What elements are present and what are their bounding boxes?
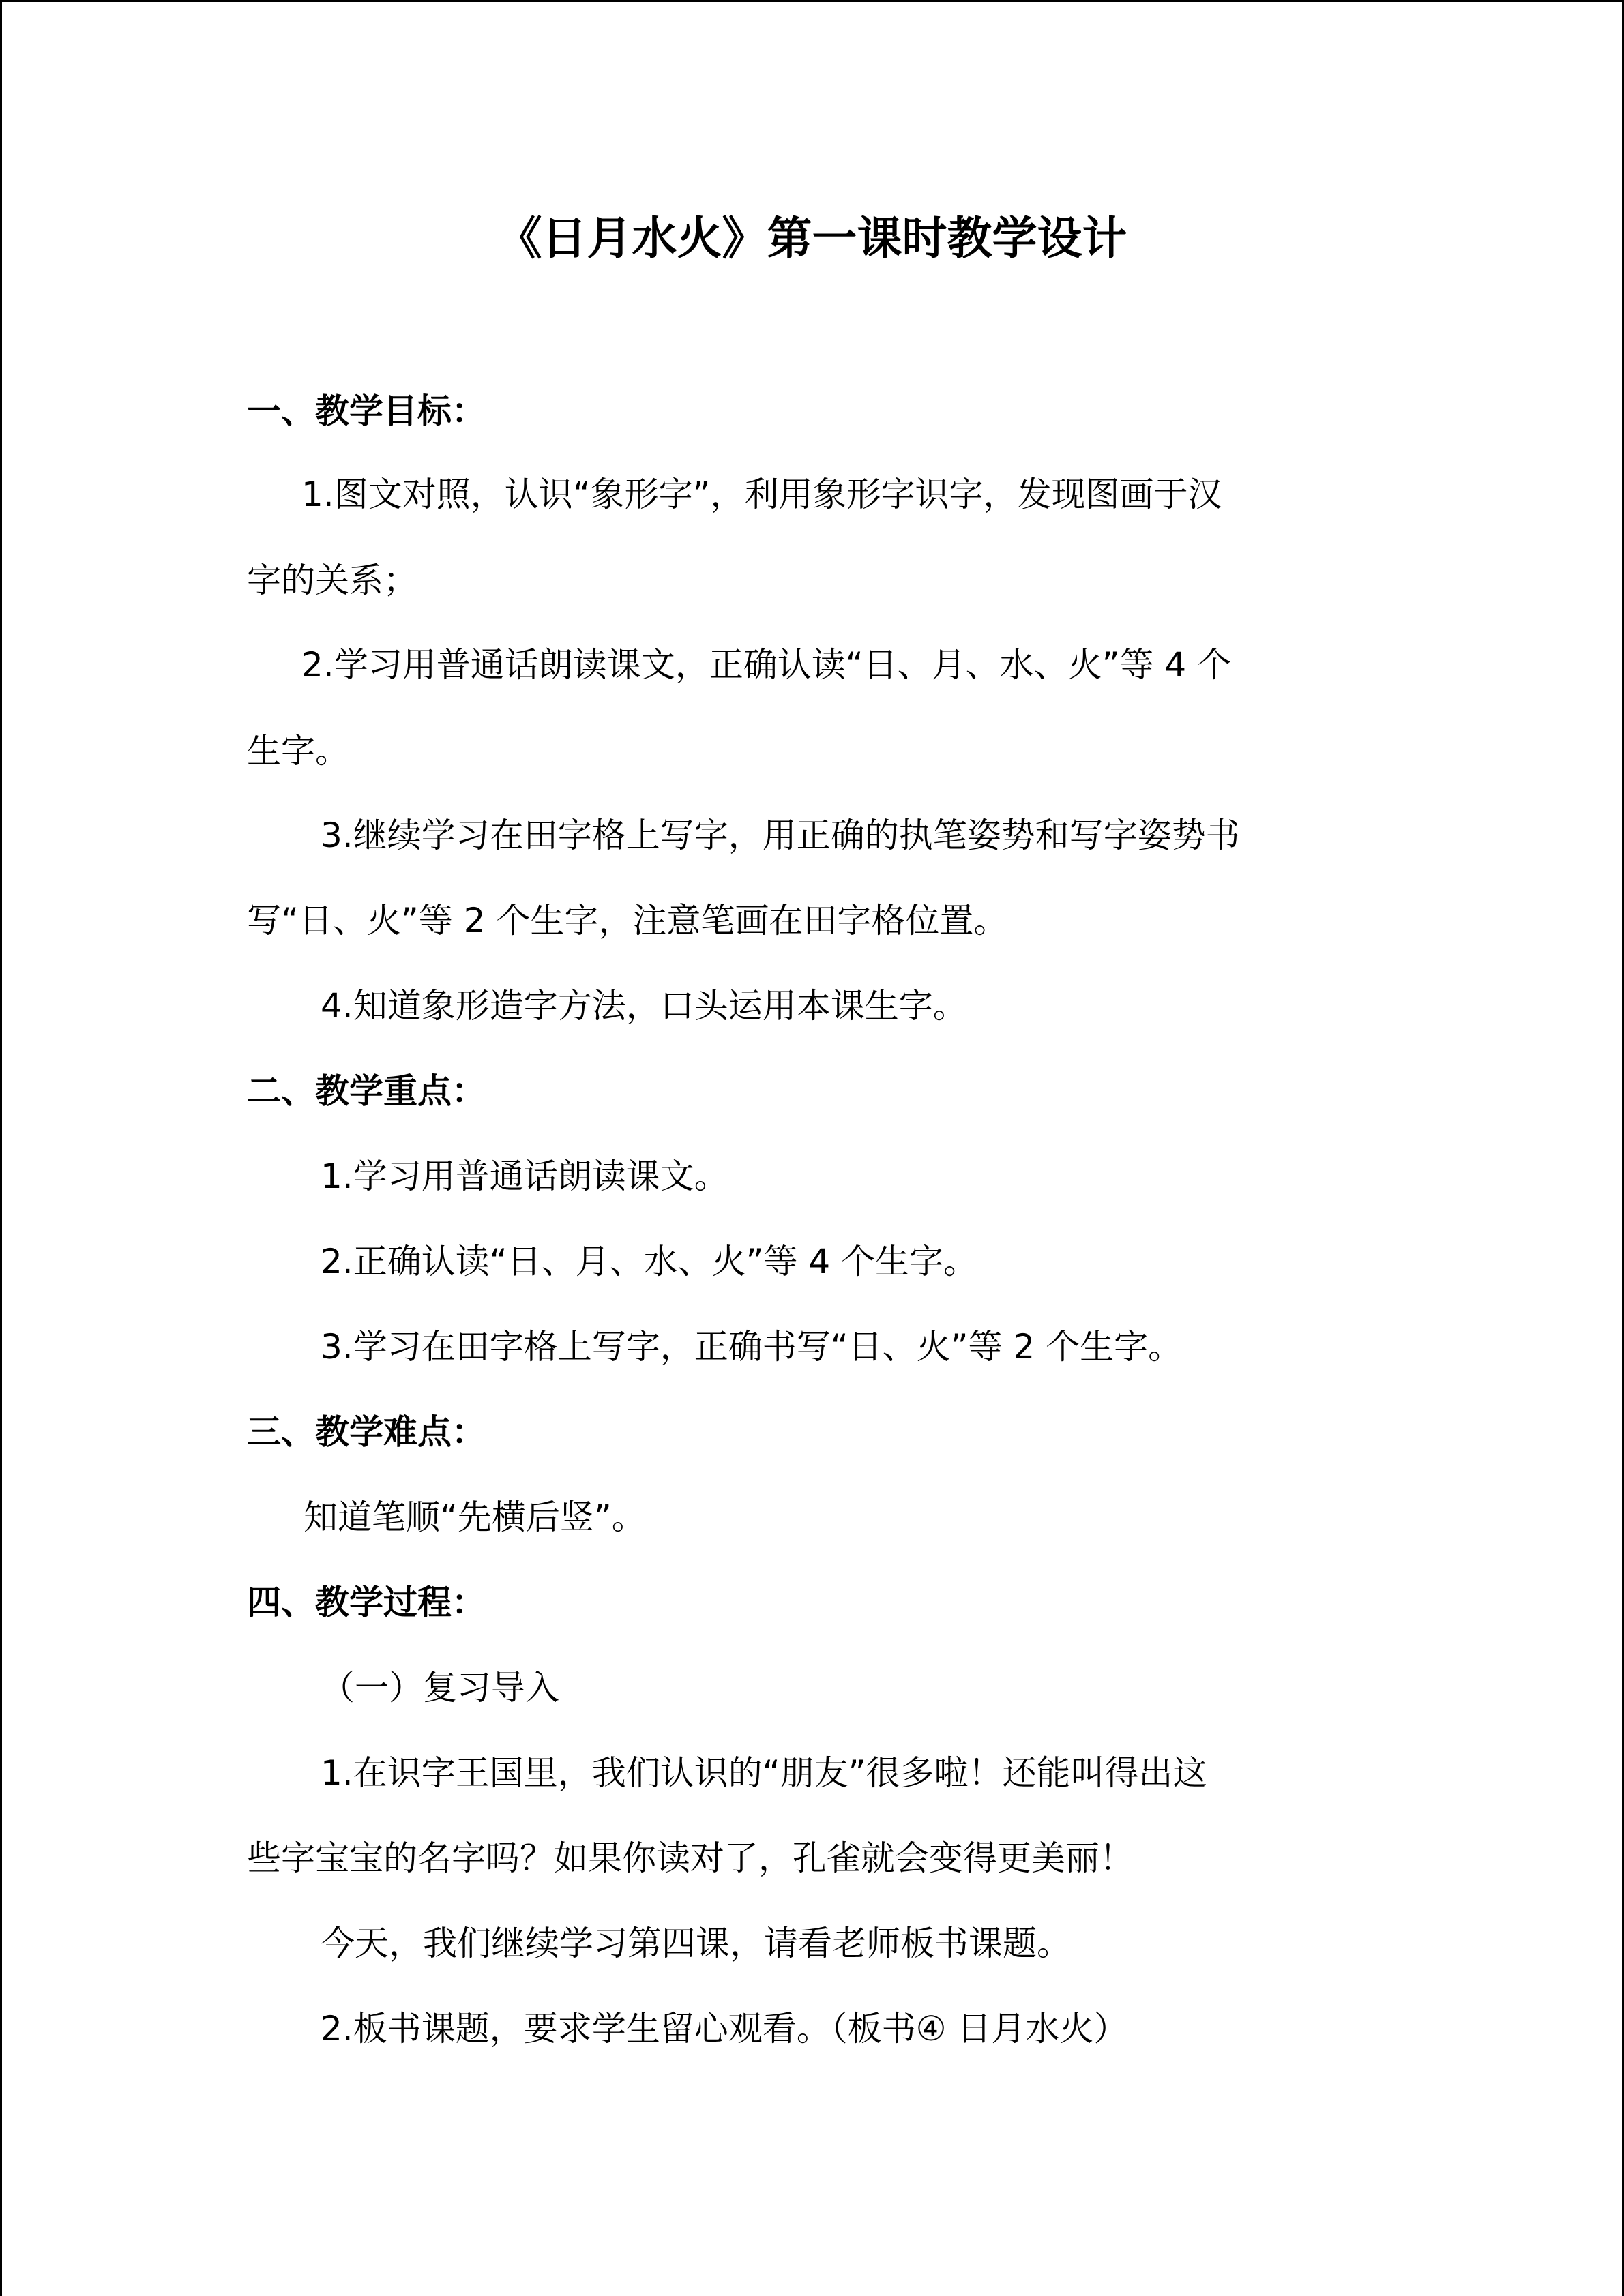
page-border-top: [0, 0, 1624, 2]
paragraph-line: 知道笔顺“先横后竖”。: [304, 1497, 646, 1537]
page-border-left: [0, 0, 2, 2296]
section-heading-key-points: 二、教学重点：: [247, 1071, 486, 1111]
paragraph-line: 1.在识字王国里，我们认识的“朋友”很多啦！还能叫得出这: [321, 1753, 1207, 1793]
paragraph-line: 1.图文对照，认识“象形字”，利用象形字识字，发现图画于汉: [301, 475, 1222, 514]
paragraph-line: 3.继续学习在田字格上写字，用正确的执笔姿势和写字姿势书: [321, 816, 1240, 855]
document-title: 《日月水火》第一课时教学设计: [497, 212, 1127, 265]
paragraph-line: 3.学习在田字格上写字，正确书写“日、火”等 2 个生字。: [321, 1327, 1183, 1367]
paragraph-line: 字的关系；: [247, 561, 417, 600]
section-heading-objectives: 一、教学目标：: [247, 391, 486, 431]
section-heading-difficulties: 三、教学难点：: [247, 1412, 486, 1452]
section-heading-process: 四、教学过程：: [247, 1583, 486, 1622]
paragraph-line: 2.板书课题，要求学生留心观看。（板书④ 日月水火）: [321, 2009, 1128, 2048]
paragraph-line: 生字。: [247, 731, 349, 771]
paragraph-line: 4.知道象形造字方法，口头运用本课生字。: [321, 986, 967, 1026]
paragraph-line: 2.正确认读“日、月、水、火”等 4 个生字。: [321, 1242, 978, 1281]
paragraph-line: 今天，我们继续学习第四课，请看老师板书课题。: [321, 1924, 1071, 1963]
paragraph-line: 写“日、火”等 2 个生字，注意笔画在田字格位置。: [247, 901, 1008, 940]
subsection-heading: （一）复习导入: [321, 1668, 559, 1708]
paragraph-line: 些字宝宝的名字吗？如果你读对了，孔雀就会变得更美丽！: [247, 1838, 1134, 1878]
paragraph-line: 1.学习用普通话朗读课文。: [321, 1157, 728, 1196]
paragraph-line: 2.学习用普通话朗读课文，正确认读“日、月、水、火”等 4 个: [301, 645, 1232, 685]
